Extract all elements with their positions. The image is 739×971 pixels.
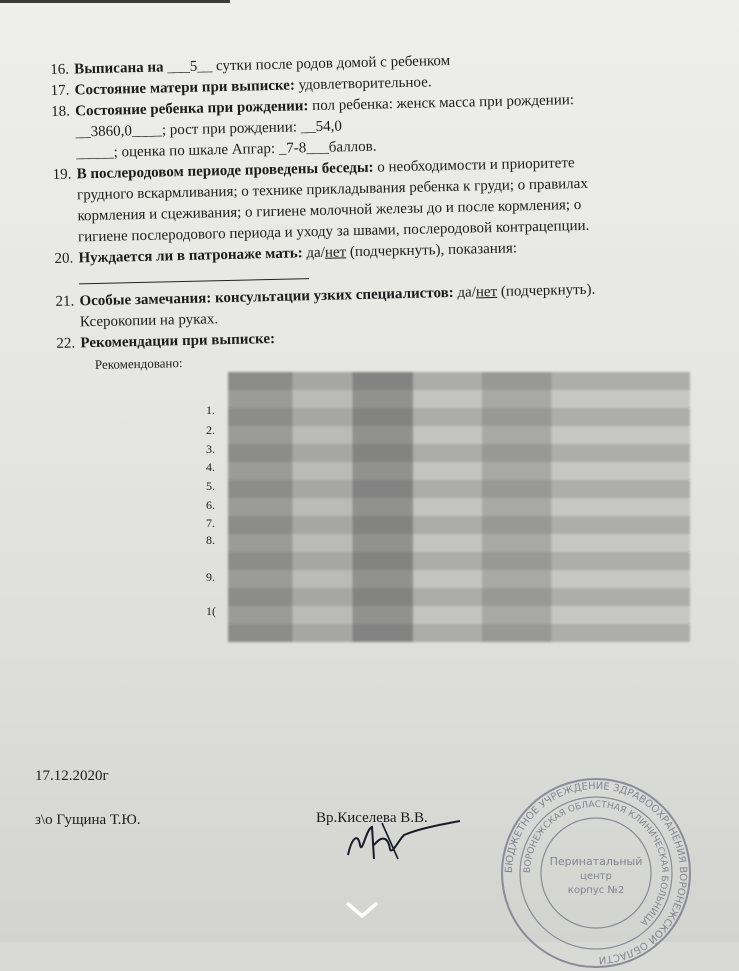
item-19-line-2: грудного вскармливания; о технике прикладывания ребенка к груди; о правилах [76,175,589,204]
item-19-line-3: кормления и сцеживания; о гигиене молочной железы до и после кормления; о [77,196,582,225]
stamp-outer-text: БЮДЖЕТНОЕ УЧРЕЖДЕНИЕ ЗДРАВООХРАНЕНИЯ ВОРОНЕЖСКОЙ ОБЛАСТИ [503,780,689,966]
item-21: 21. Особые замечания: консультации узких специалистов: да/нет (подчеркнуть). [55,281,596,310]
list-number: 8. [206,533,215,547]
item-18-label: Состояние ребенка при рождении: [74,98,309,120]
signer-right: Вр.Киселева В.В. [316,810,428,826]
item-18-apgar: _____; оценка по шкале Апгар: _7-8___баллов. [75,138,377,162]
item-18: 18. Состояние ребенка при рождении: пол ребенка: женск масса при рождении: [50,92,575,120]
stamp-middle-text: ВОРОНЕЖСКАЯ ОБЛАСТНАЯ КЛИНИЧЕСКАЯ БОЛЬНИЦА [522,799,670,928]
list-number: 5. [206,479,215,493]
list-number: 3. [206,442,215,456]
stamp-center-line-3: корпус №2 [567,885,625,896]
recommended-label: Рекомендовано: [94,355,183,373]
top-edge-line [0,0,230,3]
discharge-form [50,46,657,376]
list-number: 6. [206,498,215,512]
list-number: 1. [206,403,215,417]
item-16-value: 5 [189,58,198,75]
chevron-down-icon[interactable] [345,900,379,922]
signer-left: з\о Гущина Т.Ю. [35,812,141,828]
list-number: 7. [206,516,215,530]
item-19: 19. В послеродовом периоде проведены беседы: о необходимости и приоритете [52,155,575,183]
list-number: 4. [206,460,215,474]
list-number: 9. [206,570,215,584]
item-16: 16. Выписана на ___5__ сутки после родов домой с ребенком [50,52,451,78]
item-22-label: Рекомендации при выписке: [80,330,276,352]
item-17-label: Состояние матери при выписке: [74,77,296,99]
item-21-label: Особые замечания: консультации узких специалистов: [79,284,454,310]
redacted-recommendations [228,372,690,642]
item-20-label: Нуждается ли в патронаже мать: [78,245,303,267]
item-22: 22. Рекомендации при выписке: [56,330,276,352]
item-18-weight-height: __3860,0____; рост при рождении: __54,0 [75,118,343,141]
item-21-note: Ксерокопии на руках. [79,311,219,331]
stamp-center-line-2: центр [580,871,612,882]
stamp-center-line-1: Перинатальный [549,855,643,868]
list-number: 1( [206,604,216,618]
item-17: 17. Состояние матери при выписке: удовлетворительное. [50,74,432,99]
item-16-label: Выписана на [74,59,164,78]
item-19-label: В послеродовом периоде проведены беседы: [76,159,374,183]
item-20: 20. Нуждается ли в патронаже мать: да/нет (подчеркнуть), показания: [54,240,518,267]
item-19-line-4: гигиене послеродового периода и уходу за швами, послеродовой контрацепции. [77,217,590,246]
item-17-value: удовлетворительное. [294,74,432,94]
list-number: 2. [206,423,215,437]
discharge-date: 17.12.2020г [35,768,109,784]
handwritten-signature [338,815,468,865]
